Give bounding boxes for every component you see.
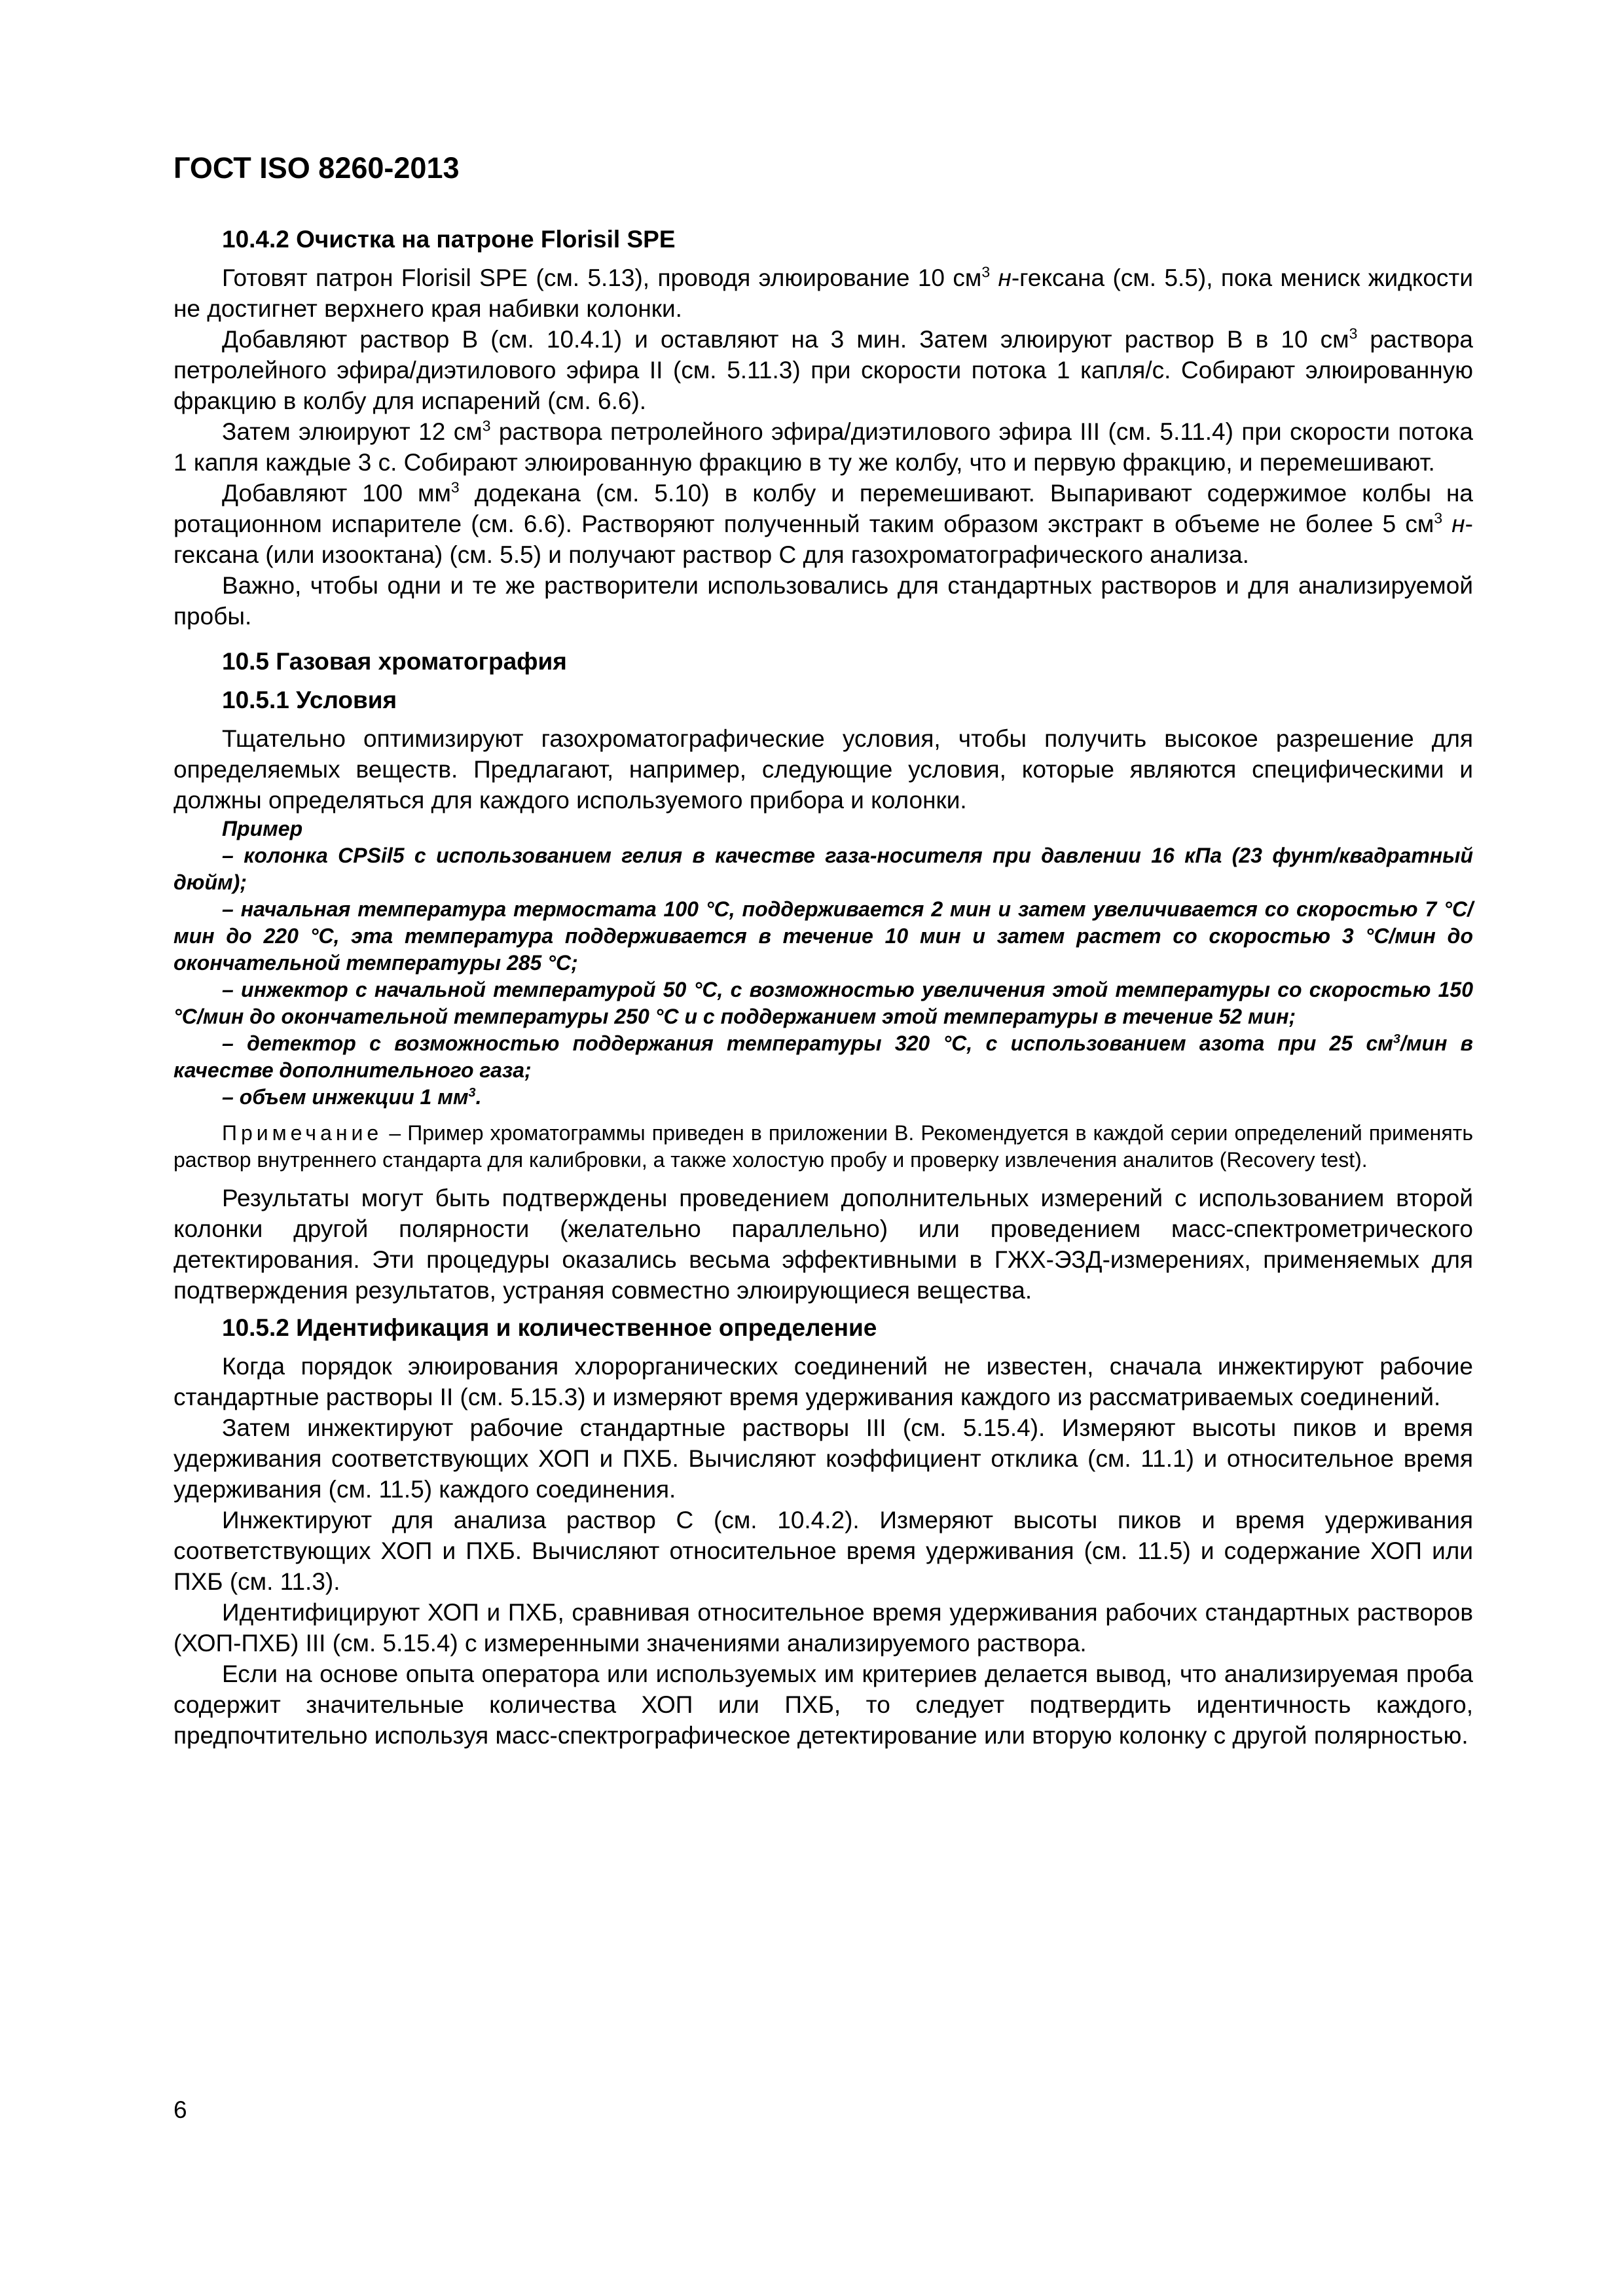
example-item: – начальная температура термостата 100 °С, поддерживается 2 мин и затем увеличивается со скоростью 7 °С/мин до 220 °С, эта температура поддерживается в течение 10 мин и затем растет со скоростью 3 °С/мин до окончательной температуры 285 °С;: [173, 897, 1473, 975]
example-item: – инжектор с начальной температурой 50 °С, с возможностью увеличения этой температуры со скоростью 150 °С/мин до окончательной температуры 250 °С и с поддержанием этой температуры в течение 52 мин;: [173, 978, 1473, 1028]
section-10-5-2-title: 10.5.2 Идентификация и количественное определение: [222, 1314, 877, 1341]
paragraph: Инжектируют для анализа раствор С (см. 10.4.2). Измеряют высоты пиков и время удерживания соответствующих ХОП и ПХБ. Вычисляют относительное время удерживания (см. 11.5) и содержание ХОП или ПХБ (см. 11.3).: [173, 1507, 1473, 1595]
paragraph: Когда порядок элюирования хлорорганических соединений не известен, сначала инжектируют рабочие стандартные растворы II (см. 5.15.3) и измеряют время удерживания каждого из рассматриваемых соединений.: [173, 1353, 1473, 1410]
section-10-5-title: 10.5 Газовая хроматография: [222, 648, 567, 675]
document-code: ГОСТ ISO 8260-2013: [173, 151, 460, 185]
paragraph: Готовят патрон Florisil SPE (см. 5.13), проводя элюирование 10 $см^3$ н-гексана (см. 5.5), пока мениск жидкости не достигнет верхнего края набивки колонки.: [173, 263, 1474, 322]
paragraph: Важно, чтобы одни и те же растворители использовались для стандартных растворов и для анализируемой пробы.: [173, 572, 1473, 630]
example-item: – детектор с возможностью поддержания температуры 320 °С, с использованием азота при 25 $см^3$/мин в качестве дополнительного газа;: [173, 1031, 1474, 1082]
paragraph: Добавляют раствор В (см. 10.4.1) и оставляют на 3 мин. Затем элюируют раствор В в 10 $см^3$ растворa петролейного эфира/диэтилового эфира II (см. 5.11.3) при скорости потока 1 капля/с. Собирают элюированную фракцию в колбу для испарений (см. 6.6).: [173, 325, 1474, 414]
section-10-5-1-title: 10.5.1 Условия: [222, 687, 397, 713]
paragraph: Тщательно оптимизируют газохроматографические условия, чтобы получить высокое разрешение для определяемых веществ. Предлагают, например, следующие условия, которые являются специфическими и должны определяться для каждого используемого прибора и колонки.: [173, 725, 1473, 814]
paragraph: Добавляют 100 $мм^3$ додекана (см. 5.10) в колбу и перемешивают. Выпаривают содержимое колбы на ротационном испарителе (см. 6.6). Растворяют полученный таким образом экстракт в объеме не более 5 $см^3$ н-гексана (или изооктана) (см. 5.5) и получают раствор С для газохроматографического анализа.: [173, 478, 1473, 568]
paragraph: Результаты могут быть подтверждены проведением дополнительных измерений с использованием второй колонки другой полярности (желательно параллельно) или проведением масс-спектрометрического детектирования. Эти процедуры оказались весьма эффективными в ГЖХ-ЭЗД-измерениях, применяемых для подтверждения результатов, устраняя совместно элюирующиеся вещества.: [173, 1185, 1473, 1304]
document-page: [173, 151, 1473, 1751]
paragraph: Затем инжектируют рабочие стандартные растворы III (см. 5.15.4). Измеряют высоты пиков и время удерживания соответствующих ХОП и ПХБ. Вычисляют коэффициент отклика (см. 11.1) и относительное время удерживания (см. 11.5) каждого соединения.: [173, 1414, 1473, 1503]
paragraph: Если на основе опыта оператора или используемых им критериев делается вывод, что анализируемая проба содержит значительные количества ХОП или ПХБ, то следует подтвердить идентичность каждого, предпочтительно используя масс-спектрографическое детектирование или вторую колонку с другой полярностью.: [173, 1660, 1473, 1749]
page-number: 6: [173, 2096, 187, 2123]
paragraph: Идентифицируют ХОП и ПХБ, сравнивая относительное время удерживания рабочих стандартных растворов (ХОП-ПХБ) III (см. 5.15.4) с измеренными значениями анализируемого раствора.: [173, 1599, 1473, 1657]
paragraph: Затем элюируют 12 $см^3$ раствора петролейного эфира/диэтилового эфира III (см. 5.11.4) при скорости потока 1 капля каждые 3 с. Собирают элюированную фракцию в ту же колбу, что и первую фракцию, и перемешивают.: [173, 417, 1473, 476]
example-item: – колонка CPSil5 с использованием гелия в качестве газа-носителя при давлении 16 кПа (23 фунт/квадратный дюйм);: [173, 844, 1473, 894]
section-10-4-2-title: 10.4.2 Очистка на патроне Florisil SPE: [222, 226, 676, 253]
example-block: [173, 816, 1473, 1111]
note: Примечание – Пример хроматограммы приведен в приложении В. Рекомендуется в каждой серии определений применять раствор внутреннего стандарта для калибровки, а также холостую пробу и проверку извлечения аналитов (Recovery test).: [173, 1121, 1473, 1172]
note-label: Примечание: [222, 1121, 383, 1145]
example-item: – объем инжекции 1 $мм^3$.: [222, 1085, 482, 1109]
example-title: Пример: [222, 817, 303, 840]
